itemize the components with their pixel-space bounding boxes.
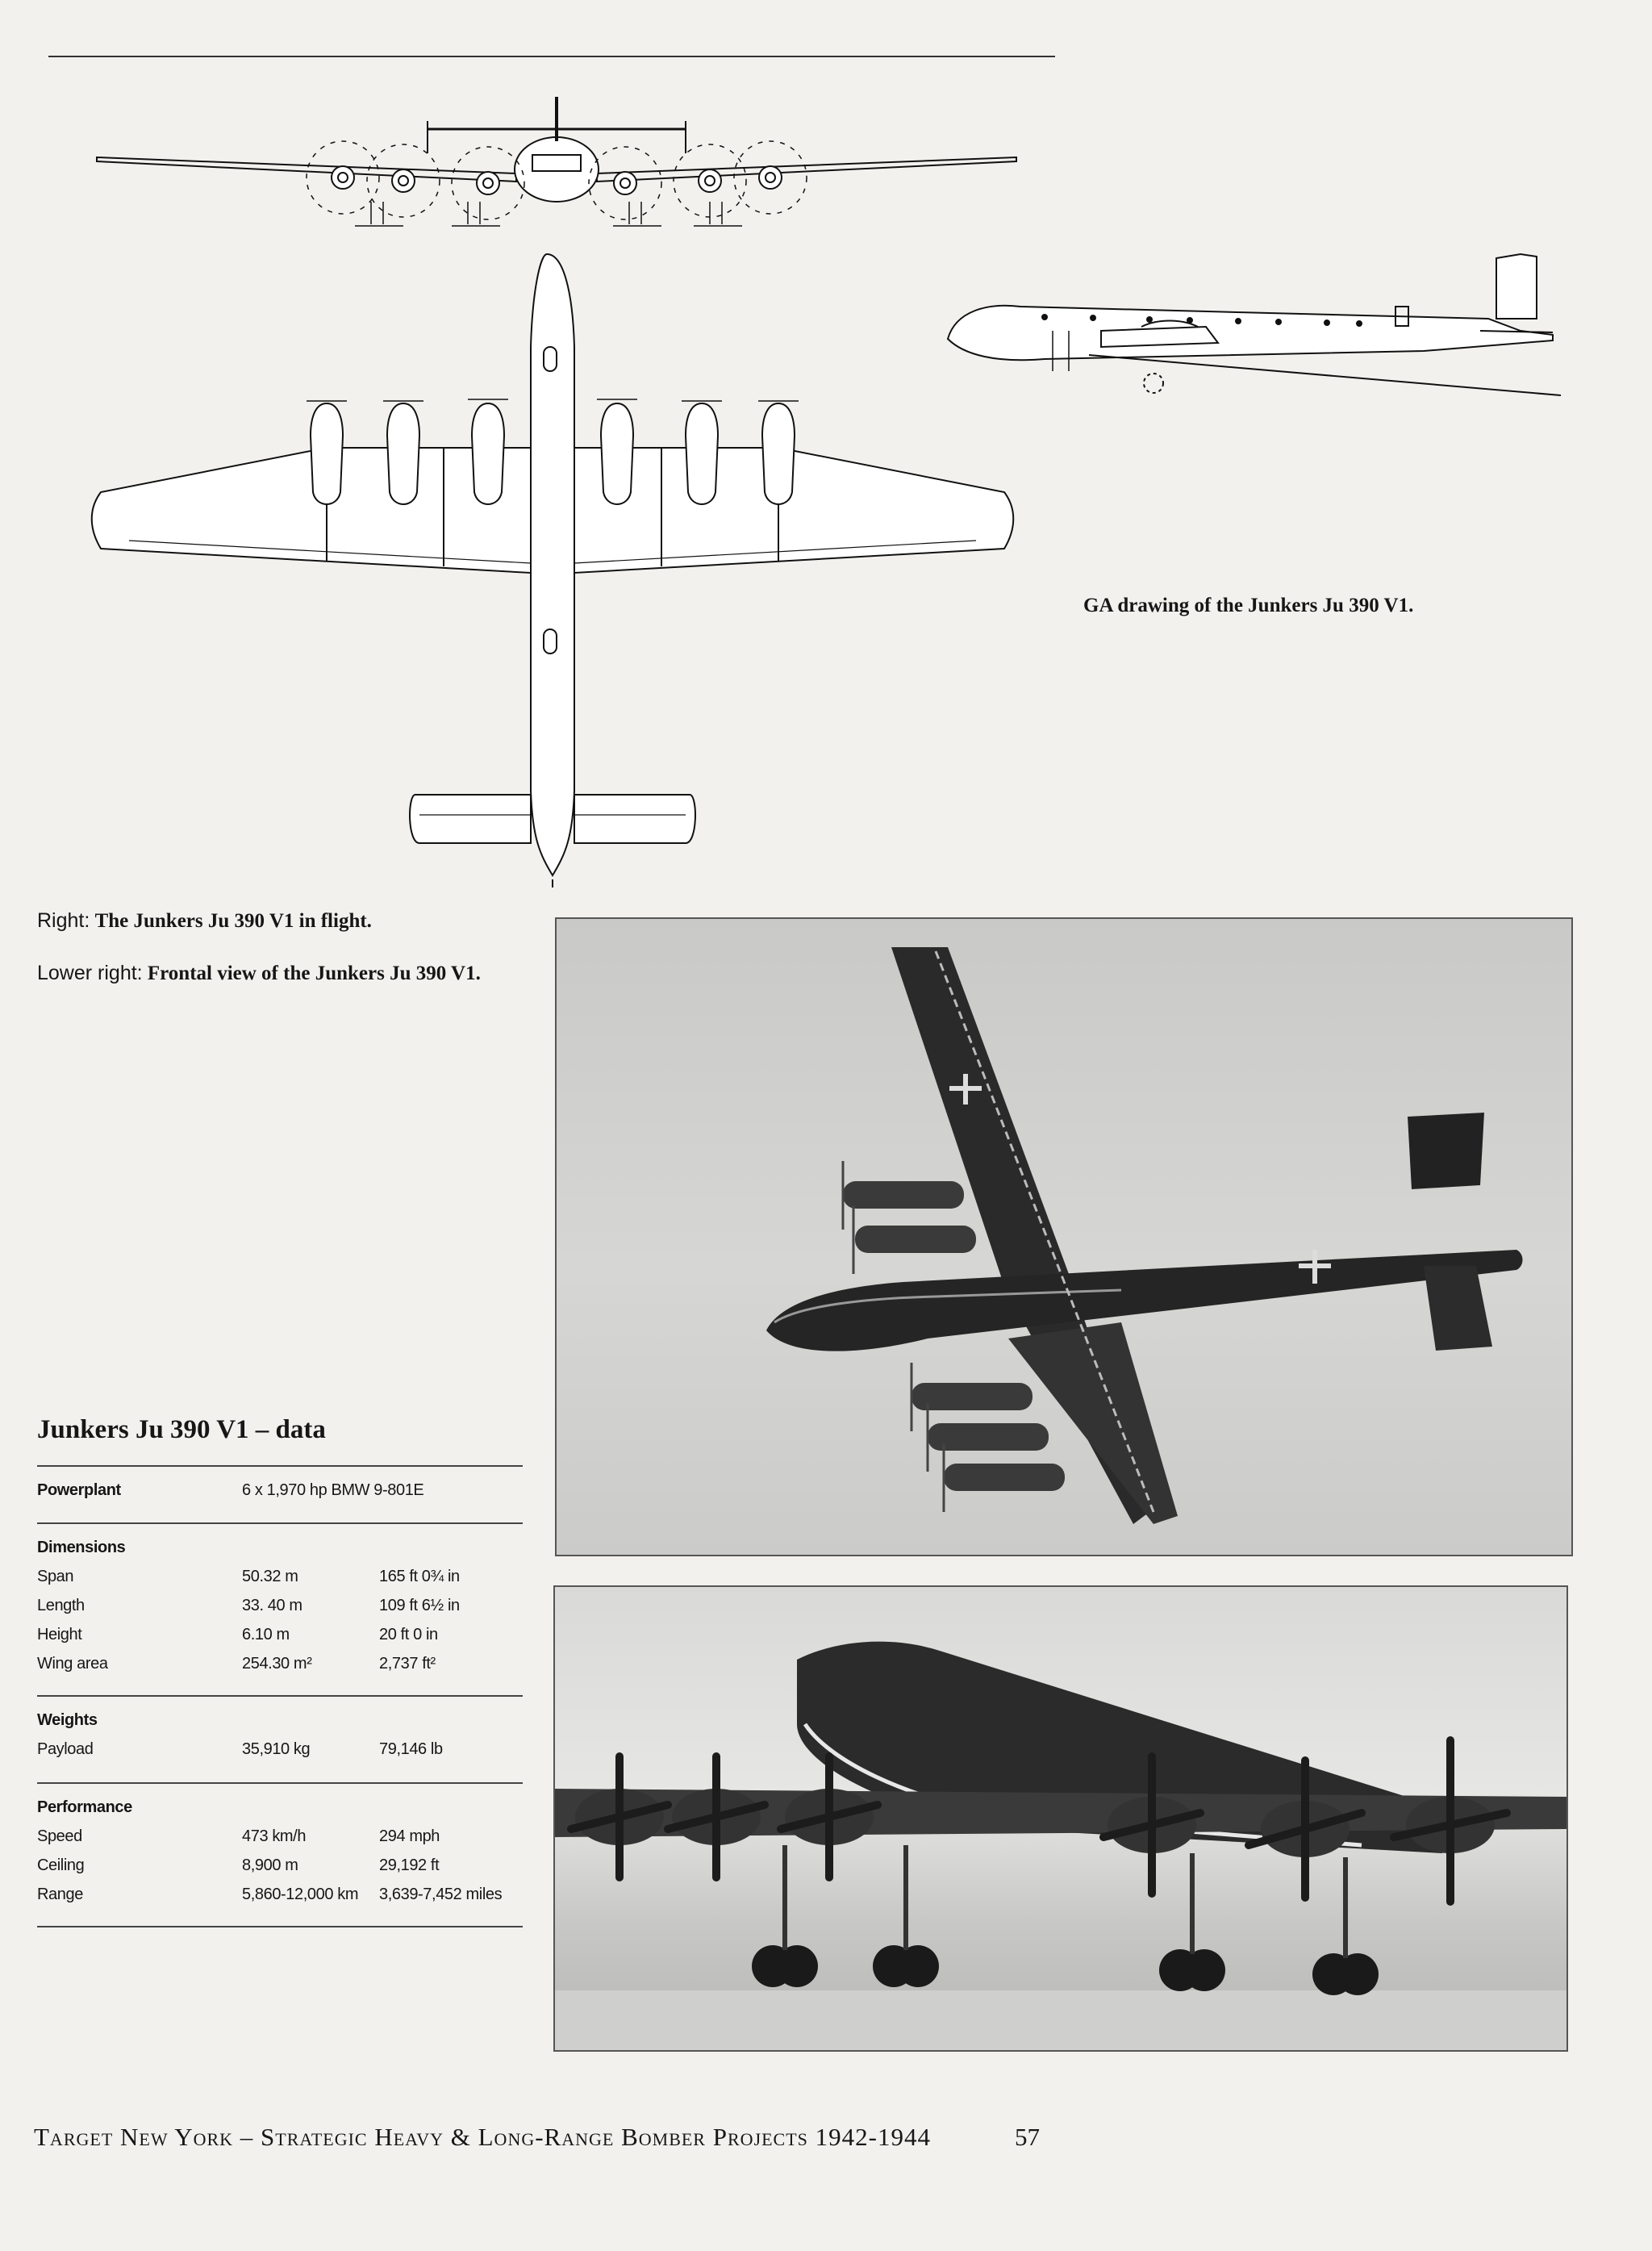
table-rule bbox=[37, 1465, 523, 1467]
top-rule bbox=[48, 56, 1055, 57]
table-row-imperial: 109 ft 6½ in bbox=[379, 1597, 460, 1614]
performance-heading: Performance bbox=[37, 1798, 132, 1816]
plan-view bbox=[92, 254, 1014, 887]
table-rule bbox=[37, 1782, 523, 1784]
table-row-label: Speed bbox=[37, 1827, 82, 1845]
powerplant-label: Powerplant bbox=[37, 1481, 121, 1499]
photo-ju390-frontal-view bbox=[553, 1585, 1568, 2052]
table-row-label: Ceiling bbox=[37, 1856, 85, 1874]
weights-heading: Weights bbox=[37, 1711, 98, 1729]
table-rule bbox=[37, 1695, 523, 1697]
dimensions-heading: Dimensions bbox=[37, 1539, 126, 1556]
table-row-metric: 5,860-12,000 km bbox=[242, 1886, 359, 1903]
caption-right-lead: Right: bbox=[37, 909, 90, 932]
table-row-label: Range bbox=[37, 1886, 83, 1903]
table-row-label: Length bbox=[37, 1597, 85, 1614]
data-table-title: Junkers Ju 390 V1 – data bbox=[37, 1415, 326, 1444]
photo-ju390-in-flight bbox=[555, 917, 1573, 1556]
table-row-metric: 35,910 kg bbox=[242, 1740, 311, 1758]
table-row-label: Span bbox=[37, 1568, 74, 1585]
table-row-imperial: 79,146 lb bbox=[379, 1740, 443, 1758]
table-row-imperial: 29,192 ft bbox=[379, 1856, 440, 1874]
table-row-metric: 473 km/h bbox=[242, 1827, 307, 1845]
page-number: 57 bbox=[1015, 2123, 1040, 2151]
table-row-metric: 254.30 m² bbox=[242, 1655, 312, 1673]
caption-right bbox=[37, 909, 372, 933]
table-row-label: Height bbox=[37, 1626, 82, 1643]
table-row-imperial: 2,737 ft² bbox=[379, 1655, 436, 1673]
caption-lower-right-lead: Lower right: bbox=[37, 962, 143, 984]
table-row-metric: 33. 40 m bbox=[242, 1597, 302, 1614]
side-view-drawing bbox=[940, 242, 1581, 411]
table-row-metric: 6.10 m bbox=[242, 1626, 290, 1643]
table-rule bbox=[37, 1522, 523, 1524]
photo-frontal-view-illustration bbox=[555, 1587, 1566, 2050]
table-row-imperial: 20 ft 0 in bbox=[379, 1626, 438, 1643]
table-row-metric: 8,900 m bbox=[242, 1856, 298, 1874]
powerplant-value: 6 x 1,970 hp BMW 9-801E bbox=[242, 1481, 424, 1499]
table-row-imperial: 294 mph bbox=[379, 1827, 440, 1845]
table-row-label: Payload bbox=[37, 1740, 94, 1758]
table-row-imperial: 165 ft 0¾ in bbox=[379, 1568, 460, 1585]
table-rule bbox=[37, 1926, 523, 1927]
running-footer: Target New York – Strategic Heavy & Long-Range Bomber Projects 1942-1944 bbox=[34, 2123, 931, 2151]
table-row-imperial: 3,639-7,452 miles bbox=[379, 1886, 503, 1903]
caption-lower-right bbox=[37, 962, 481, 985]
front-view bbox=[97, 97, 1016, 226]
caption-lower-right-text: Frontal view of the Junkers Ju 390 V1. bbox=[147, 963, 481, 984]
table-row-metric: 50.32 m bbox=[242, 1568, 298, 1585]
table-row-label: Wing area bbox=[37, 1655, 108, 1673]
ga-drawing-caption: GA drawing of the Junkers Ju 390 V1. bbox=[1083, 595, 1414, 616]
photo-in-flight-illustration bbox=[557, 919, 1571, 1555]
caption-right-text: The Junkers Ju 390 V1 in flight. bbox=[94, 910, 372, 932]
ga-drawing-front-and-plan bbox=[65, 81, 1032, 887]
